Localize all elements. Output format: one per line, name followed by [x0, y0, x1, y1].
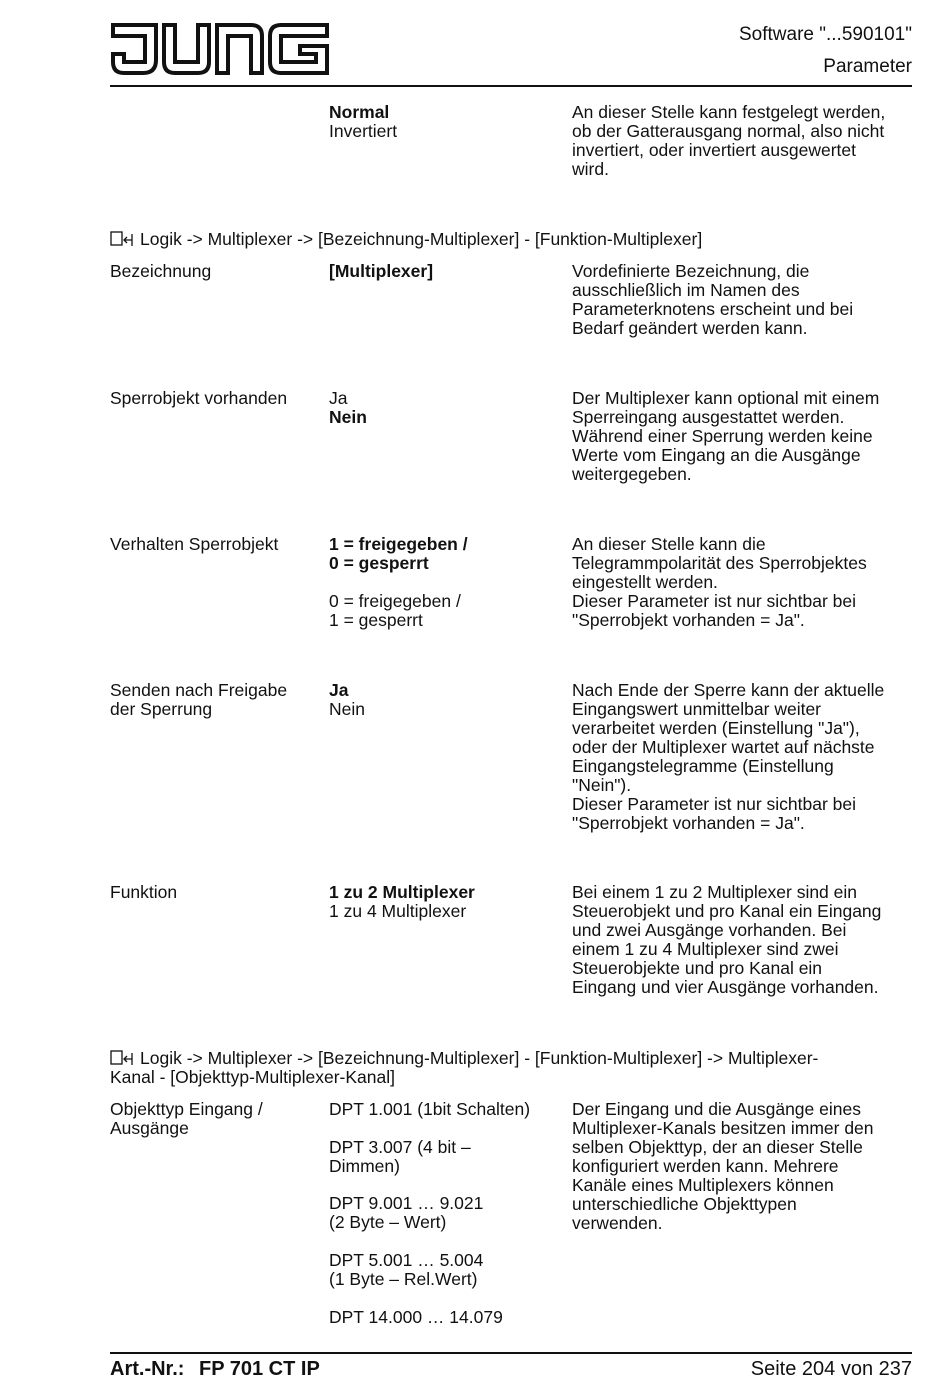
footer-rule: [110, 1352, 912, 1354]
page-number: Seite 204 von 237: [750, 1358, 912, 1380]
option-senden-nein: Nein: [329, 699, 365, 719]
label-bezeichnung: Bezeichnung: [110, 261, 212, 281]
option-dpt5: DPT 5.001 … 5.004 (1 Byte – Rel.Wert): [329, 1250, 484, 1289]
description-bezeichnung: Vordefinierte Bezeichnung, die ausschließlich im Namen des Parameterknotens erscheint und bei Bedarf geändert werden kann.: [572, 261, 854, 338]
parameter-node-icon: [110, 1050, 136, 1066]
option-dpt14: DPT 14.000 … 14.079: [329, 1307, 503, 1327]
option-freigegeben-0: 0 = freigegeben / 1 = gesperrt: [329, 591, 461, 630]
article-number: FP 701 CT IP: [199, 1358, 320, 1380]
section-path-multiplexer: [110, 230, 910, 249]
description-verhalten: An dieser Stelle kann die Telegrammpolarität des Sperrobjektes eingestellt werden. Dieser Parameter ist nur sichtbar bei "Sperrobjekt vorhanden = Ja".: [572, 534, 867, 630]
option-freigegeben-1: 1 = freigegeben / 0 = gesperrt: [329, 534, 468, 573]
option-multiplexer: [Multiplexer]: [329, 261, 434, 281]
jung-logo: [110, 22, 330, 76]
section-path-text: Logik -> Multiplexer -> [Bezeichnung-Multiplexer] - [Funktion-Multiplexer]: [140, 229, 703, 249]
option-senden-ja: Ja: [329, 680, 349, 700]
option-dpt3: DPT 3.007 (4 bit – Dimmen): [329, 1137, 471, 1176]
label-sperrobjekt: Sperrobjekt vorhanden: [110, 388, 288, 408]
option-nein: Nein: [329, 407, 367, 427]
option-1zu2: 1 zu 2 Multiplexer: [329, 882, 475, 902]
section-title: Parameter: [823, 56, 912, 77]
description-gatterausgang: An dieser Stelle kann festgelegt werden, ob der Gatterausgang normal, also nicht invertiert, oder invertiert ausgewertet wird.: [572, 102, 886, 179]
header-rule: [110, 85, 912, 87]
description-sperrobjekt: Der Multiplexer kann optional mit einem Sperreingang ausgestattet werden. Während einer Sperrung werden keine Werte vom Eingang an die Ausgänge weitergegeben.: [572, 388, 880, 484]
article-label: Art.-Nr.:: [110, 1358, 185, 1380]
option-normal: Normal: [329, 102, 390, 122]
software-version: Software "...590101": [739, 24, 912, 45]
description-funktion: Bei einem 1 zu 2 Multiplexer sind ein Steuerobjekt und pro Kanal ein Eingang und zwei Ausgänge vorhanden. Bei einem 1 zu 4 Multiplexer sind zwei Steuerobjekte und pro Kanal ein Eingang und vier Ausgänge vorhanden.: [572, 882, 882, 997]
option-ja: Ja: [329, 388, 348, 408]
section-path-text: Logik -> Multiplexer -> [Bezeichnung-Multiplexer] - [Funktion-Multiplexer] -> Multiplexer- Kanal - [Objekttyp-Multiplexer-Kanal]: [110, 1048, 819, 1087]
description-objekttyp: Der Eingang und die Ausgänge eines Multiplexer-Kanals besitzen immer den selben Objekttyp, der an dieser Stelle konfiguriert werden kann. Mehrere Kanäle eines Multiplexers können unterschiedliche Objekttypen verwenden.: [572, 1099, 874, 1233]
section-path-kanal: [110, 1049, 910, 1087]
option-dpt9: DPT 9.001 … 9.021 (2 Byte – Wert): [329, 1193, 484, 1232]
label-verhalten: Verhalten Sperrobjekt: [110, 534, 279, 554]
label-funktion: Funktion: [110, 882, 178, 902]
option-dpt1: DPT 1.001 (1bit Schalten): [329, 1099, 531, 1119]
option-1zu4: 1 zu 4 Multiplexer: [329, 901, 467, 921]
label-objekttyp: Objekttyp Eingang / Ausgänge: [110, 1099, 263, 1138]
parameter-node-icon: [110, 231, 136, 247]
description-senden: Nach Ende der Sperre kann der aktuelle Eingangswert unmittelbar weiter verarbeitet werden (Einstellung "Ja"), oder der Multiplexer wartet auf nächste Eingangstelegramme (Einstellung "Nein"). Dieser Parameter ist nur sichtbar bei "Sperrobjekt vorhanden = Ja".: [572, 680, 885, 833]
option-invertiert: Invertiert: [329, 121, 398, 141]
label-senden: Senden nach Freigabe der Sperrung: [110, 680, 288, 719]
